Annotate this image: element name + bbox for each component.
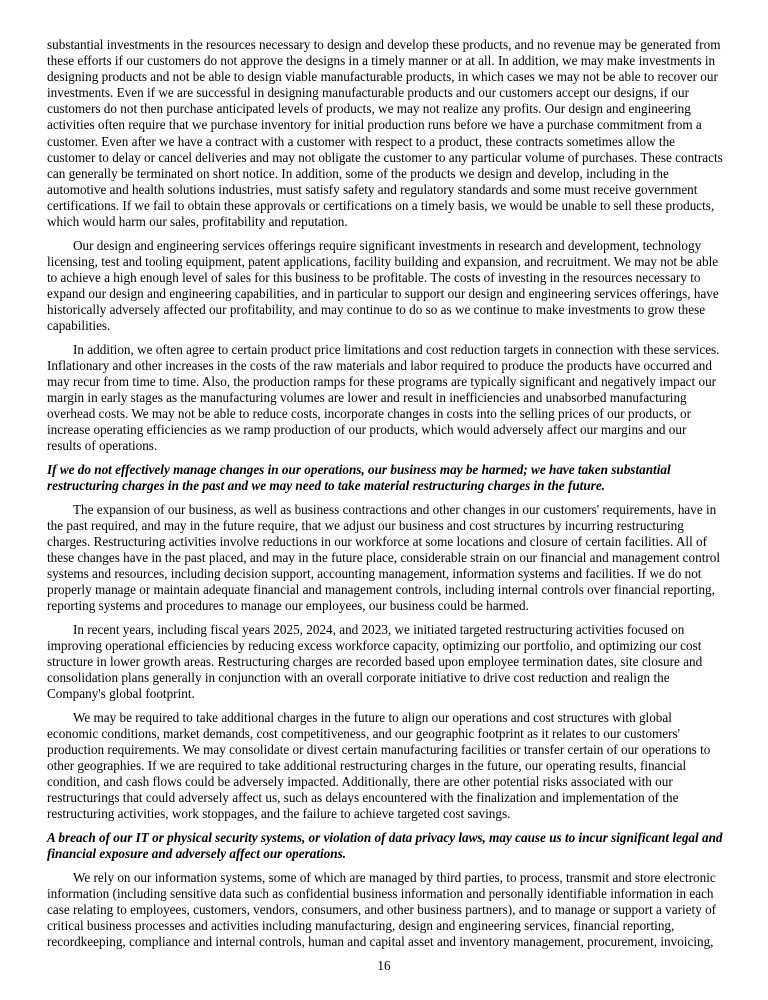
text-line: information (including sensitive data such as confidential business information and personally identifiable information in each bbox=[47, 885, 714, 901]
text-line: charges. Restructuring activities involve reductions in our workforce at some locations and closure of certain facilities. All of bbox=[47, 533, 708, 549]
text-line: certifications. If we fail to obtain these approvals or certifications on a timely basis, we would be unable to sell these products, bbox=[47, 197, 715, 213]
text-line: licensing, test and tooling equipment, patent applications, facility building and expansion, and recruitment. We may not be able bbox=[47, 253, 719, 269]
text-line: condition, and cash flows could be adversely impacted. Additionally, there are other potential risks associated with our bbox=[47, 774, 673, 790]
text-line: may recur from time to time. Also, the production ramps for these programs are typically significant and negatively impact our bbox=[47, 373, 717, 389]
text-line: recordkeeping, compliance and internal controls, human and capital asset and inventory management, procurement, invoicing, bbox=[47, 933, 714, 949]
text-line: properly manage or maintain adequate financial and management controls, including internal controls over financial reporting, bbox=[47, 582, 715, 597]
text-line: improving operational efficiencies by reducing excess workforce capacity, optimizing our portfolio, and optimizing our cost bbox=[47, 637, 702, 653]
text-line: the past required, and may in the future require, that we adjust our business and cost structures by incurring restructuring bbox=[47, 517, 684, 533]
text-line: results of operations. bbox=[47, 438, 158, 454]
text-line: customers do not then purchase anticipated levels of products, we may not realize any profits. Our design and engineering bbox=[47, 101, 691, 117]
text-line: designing products and not be able to design viable manufacturable products, in which cases we may not be able to recover our bbox=[47, 69, 718, 85]
text-line: increase operating efficiencies as we ramp production of our products, which would adversely affect our margins and our bbox=[47, 422, 687, 438]
paragraph bbox=[47, 342, 737, 455]
text-line: to achieve a high enough level of sales for this business to be profitable. The costs of investing in the resources necessary to bbox=[47, 269, 701, 285]
text-line: which would harm our sales, profitability and reputation. bbox=[47, 214, 348, 230]
text-line: production requirements. We may consolidate or divest certain manufacturing facilities or transfer certain of our operations to bbox=[47, 741, 711, 757]
text-line: critical business processes and activities including manufacturing, design and engineering services, financial reporting, bbox=[47, 917, 675, 933]
text-line: economic conditions, market demands, cost competitiveness, and our geographic footprint as it relates to our customers' bbox=[47, 725, 681, 741]
text-line: financial exposure and adversely affect our operations. bbox=[47, 845, 347, 861]
paragraph bbox=[47, 238, 737, 335]
paragraph bbox=[47, 622, 737, 702]
section-heading bbox=[47, 830, 737, 862]
paragraph bbox=[47, 870, 737, 950]
paragraph bbox=[47, 710, 737, 823]
text-line: reporting systems and procedures to manage our employees, our business could be harmed. bbox=[47, 598, 529, 614]
text-line: customer. Even after we have a contract with a customer with respect to a product, these contracts sometimes allow the bbox=[47, 133, 676, 149]
text-line: consolidation plans generally in conjunction with an overall corporate initiative to drive cost reduction and realign the bbox=[47, 669, 670, 685]
text-line: automotive and health solutions industries, must satisfy safety and regulatory standards and some must receive government bbox=[47, 181, 698, 197]
text-line: We rely on our information systems, some of which are managed by third parties, to process, transmit and store electronic bbox=[73, 869, 716, 885]
text-line: Inflationary and other increases in the costs of the raw materials and labor required to produce the products have occurred and bbox=[47, 357, 712, 373]
text-line: activities often require that we purchase inventory for initial production runs before we have a purchase commitment from a bbox=[47, 117, 702, 133]
text-line: restructuring activities, work stoppages, and the failure to achieve targeted cost savings. bbox=[47, 806, 511, 822]
text-line: capabilities. bbox=[47, 318, 111, 334]
text-line: can generally be terminated on short notice. In addition, some of the products we design and develop, including in the bbox=[47, 165, 669, 181]
text-line: expand our design and engineering capabilities, and in particular to support our design and engineering services offerings, have bbox=[47, 285, 719, 301]
text-line: other geographies. If we are required to take additional restructuring charges in the future, our operating results, financial bbox=[47, 757, 687, 773]
text-line: restructurings that could adversely affect us, such as delays encountered with the finalization and implementation of the bbox=[47, 790, 679, 806]
text-line: substantial investments in the resources necessary to design and develop these products, and no revenue may be generated from bbox=[47, 37, 721, 52]
paragraph bbox=[47, 502, 737, 615]
text-line: Company's global footprint. bbox=[47, 686, 195, 702]
page-number: 16 bbox=[377, 958, 391, 973]
text-line: In addition, we often agree to certain product price limitations and cost reduction targets in connection with these services. bbox=[73, 341, 720, 357]
text-line: structure in lower growth areas. Restructuring charges are recorded based upon employee termination dates, site closure and bbox=[47, 653, 703, 669]
paragraph bbox=[47, 37, 737, 230]
text-line: The expansion of our business, as well as business contractions and other changes in our customers' requirements, have in bbox=[73, 501, 717, 517]
text-line: these efforts if our customers do not approve the designs in a timely manner or at all. In addition, we may make investments in bbox=[47, 53, 716, 69]
text-line: case relating to employees, customers, vendors, consumers, and other business partners), and to manage or support a variety of bbox=[47, 901, 717, 917]
text-line: systems and resources, including decision support, accounting management, information systems and facilities. If we do not bbox=[47, 565, 702, 581]
text-line: In recent years, including fiscal years 2025, 2024, and 2023, we initiated targeted restructuring activities focused on bbox=[73, 621, 685, 637]
text-line: customer to delay or cancel deliveries and may not obligate the customer to any particular volume of purchases. These contracts bbox=[47, 149, 723, 165]
text-line: margin in early stages as the manufacturing volumes are lower and result in inefficiencies and unabsorbed manufacturing bbox=[47, 389, 687, 405]
text-line: restructuring charges in the past and we may need to take material restructuring charges in the future. bbox=[47, 477, 605, 493]
text-line: We may be required to take additional charges in the future to align our operations and cost structures with global bbox=[73, 709, 672, 725]
text-line: investments. Even if we are successful in designing manufacturable products and our customers accept our designs, if our bbox=[47, 85, 689, 101]
text-line: these changes have in the past placed, and may in the future place, considerable strain on our financial and management control bbox=[47, 549, 721, 565]
text-line: overhead costs. We may not be able to reduce costs, incorporate changes in costs into the selling prices of our products, or bbox=[47, 406, 691, 422]
text-line: A breach of our IT or physical security systems, or violation of data privacy laws, may cause us to incur significant legal and bbox=[47, 829, 723, 845]
text-line: Our design and engineering services offerings require significant investments in research and development, technology bbox=[73, 237, 702, 253]
text-line: If we do not effectively manage changes in our operations, our business may be harmed; we have taken substantial bbox=[47, 461, 671, 477]
text-line: historically adversely affected our profitability, and may continue to do so as we continue to make investments to grow these bbox=[47, 302, 706, 317]
document-body bbox=[47, 37, 737, 957]
section-heading bbox=[47, 462, 737, 494]
